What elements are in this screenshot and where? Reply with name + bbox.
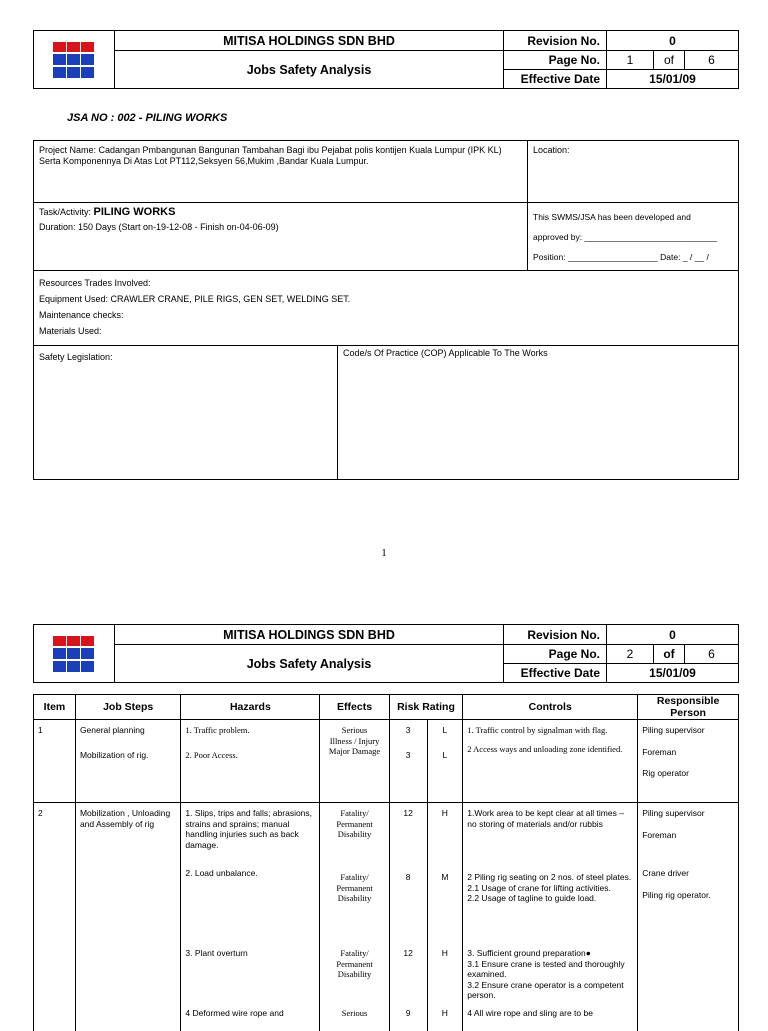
row1-person-2: Foreman <box>642 747 734 758</box>
row2-person-3: Crane driver <box>642 868 734 879</box>
effective-date-value: 15/01/09 <box>607 664 739 683</box>
document-title: Jobs Safety Analysis <box>115 645 504 683</box>
row1-controls <box>463 720 638 803</box>
row1-risk-number <box>389 720 427 803</box>
row2-effect-1: Fatality/ Permanent Disability <box>324 808 384 868</box>
company-name: MITISA HOLDINGS SDN BHD <box>115 31 504 51</box>
row2-job-steps: Mobilization , Unloading and Assembly of rig <box>75 803 180 1031</box>
col-effects: Effects <box>320 695 389 720</box>
row2-risk-1-num: 12 <box>394 808 423 868</box>
safety-legislation: Safety Legislation: <box>34 346 338 479</box>
row1-item: 1 <box>34 720 76 803</box>
row2-control-1: 1.Work area to be kept clear at all times – no storing of materials and/or rubbis <box>467 808 633 868</box>
swms-approved-by: approved by: ____________________________ <box>533 227 733 247</box>
row1-hazard-1: 1. Traffic problem. <box>185 725 315 736</box>
of-label: of <box>654 51 685 70</box>
row1-job-steps <box>75 720 180 803</box>
table-row <box>34 720 739 803</box>
revision-label: Revision No. <box>504 31 607 51</box>
row1-risk-2-num: 3 <box>394 750 423 761</box>
row2-control-4: 4 All wire rope and sling are to be <box>467 1008 633 1019</box>
row2-control-2a: 2 Piling rig seating on 2 nos. of steel plates. <box>467 872 633 883</box>
row2-risk-3-lvl: H <box>432 948 459 1008</box>
row1-control-2: 2 Access ways and unloading zone identified. <box>467 744 633 755</box>
row1-effect-2: Illness / Injury <box>324 736 384 747</box>
row2-hazard-2: 2. Load unbalance. <box>185 868 315 948</box>
jsa-number: JSA NO : 002 - PILING WORKS <box>67 112 227 124</box>
page1-header <box>33 30 739 89</box>
page-label: Page No. <box>504 51 607 70</box>
jsa-table-header <box>34 695 739 720</box>
row2-effect-2: Fatality/ Permanent Disability <box>324 868 384 948</box>
table-row <box>34 803 739 1031</box>
company-logo <box>34 31 115 89</box>
row2-risk-3-num: 12 <box>394 948 423 1008</box>
row1-control-1: 1. Traffic control by signalman with flag. <box>467 725 633 736</box>
footer-page-number: 1 <box>0 547 768 559</box>
location-label: Location: <box>528 141 738 203</box>
logo-icon <box>52 634 96 674</box>
row2-risk-level <box>427 803 463 1031</box>
row1-effects <box>320 720 389 803</box>
row2-control-2b: 2.1 Usage of crane for lifting activities. <box>467 883 633 894</box>
row2-control-2c: 2.2 Usage of tagline to guide load. <box>467 893 633 904</box>
row1-person-1: Piling supervisor <box>642 725 734 736</box>
row1-step-a: General planning <box>80 725 176 736</box>
row1-risk-level <box>427 720 463 803</box>
project-info-box <box>33 140 739 480</box>
row1-responsible <box>638 720 739 803</box>
materials-used: Materials Used: <box>39 323 733 339</box>
row1-risk-2-lvl: L <box>432 750 459 761</box>
jsa-table <box>33 694 739 1031</box>
duration: Duration: 150 Days (Start on-19-12-08 - Finish on-04-06-09) <box>39 222 522 233</box>
task-label: Task/Activity: <box>39 207 91 217</box>
document-title: Jobs Safety Analysis <box>115 51 504 89</box>
effective-date-label: Effective Date <box>504 70 607 89</box>
row2-risk-2-num: 8 <box>394 868 423 948</box>
row2-effect-3: Fatality/ Permanent Disability <box>324 948 384 1008</box>
total-pages: 6 <box>685 645 739 664</box>
row2-person-2: Foreman <box>642 830 734 841</box>
swms-position-date: Position: ___________________ Date: _ / __ / <box>533 247 733 267</box>
row1-hazard-2: 2. Poor Access. <box>185 750 315 761</box>
col-job-steps: Job Steps <box>75 695 180 720</box>
row1-person-3: Rig operator <box>642 768 734 779</box>
row2-controls <box>463 803 638 1031</box>
resources-label: Resources Trades Involved: <box>39 275 733 291</box>
row2-effects <box>320 803 389 1031</box>
col-controls: Controls <box>463 695 638 720</box>
row2-risk-4-lvl: H <box>432 1008 459 1019</box>
task-value: PILING WORKS <box>94 206 176 218</box>
col-risk-rating: Risk Rating <box>389 695 463 720</box>
row2-control-3c: 3.2 Ensure crane operator is a competent person. <box>467 980 633 1001</box>
row2-risk-1-lvl: H <box>432 808 459 868</box>
row2-hazard-1: 1. Slips, trips and falls; abrasions, strains and sprains; manual handling injuries such as back damage. <box>185 808 315 868</box>
resources-section <box>34 271 738 346</box>
company-name: MITISA HOLDINGS SDN BHD <box>115 625 504 645</box>
swms-line-1: This SWMS/JSA has been developed and <box>533 207 733 227</box>
effective-date-value: 15/01/09 <box>607 70 739 89</box>
project-name: Project Name: Cadangan Pmbangunan Bangunan Tambahan Bagi ibu Pejabat polis kontijen Kuala Lumpur (IPK KL) Serta Komponennya Di Atas Lot PT112,Seksyen 56,Mukim ,Bandar Kuala Lumpur. <box>34 141 528 203</box>
revision-label: Revision No. <box>504 625 607 645</box>
row1-effect-3: Major Damage <box>324 746 384 757</box>
page-label: Page No. <box>504 645 607 664</box>
page-number: 2 <box>607 645 654 664</box>
page-number: 1 <box>607 51 654 70</box>
row2-responsible <box>638 803 739 1031</box>
total-pages: 6 <box>685 51 739 70</box>
row2-hazard-4: 4 Deformed wire rope and <box>185 1008 315 1019</box>
row2-risk-2-lvl: M <box>432 868 459 948</box>
approval-section <box>528 203 738 271</box>
col-item: Item <box>34 695 76 720</box>
of-label: of <box>654 645 685 664</box>
task-section <box>34 203 528 271</box>
row2-item: 2 <box>34 803 76 1031</box>
row2-hazard-3: 3. Plant overturn <box>185 948 315 1008</box>
row1-risk-1-lvl: L <box>432 725 459 736</box>
row1-risk-1-num: 3 <box>394 725 423 736</box>
row2-control-3a: 3. Sufficient ground preparation● <box>467 948 633 959</box>
row1-step-b: Mobilization of rig. <box>80 750 176 761</box>
row2-risk-4-num: 9 <box>394 1008 423 1019</box>
page2-header <box>33 624 739 683</box>
equipment-used: Equipment Used: CRAWLER CRANE, PILE RIGS, GEN SET, WELDING SET. <box>39 291 733 307</box>
revision-value: 0 <box>607 625 739 645</box>
row2-control-3b: 3.1 Ensure crane is tested and thoroughly examined. <box>467 959 633 980</box>
row2-person-4: Piling rig operator. <box>642 890 734 901</box>
effective-date-label: Effective Date <box>504 664 607 683</box>
row1-hazards <box>181 720 320 803</box>
logo-icon <box>52 40 96 80</box>
row2-risk-number <box>389 803 427 1031</box>
row2-hazards <box>181 803 320 1031</box>
col-responsible-person: Responsible Person <box>638 695 739 720</box>
company-logo <box>34 625 115 683</box>
row2-effect-4: Serious <box>324 1008 384 1019</box>
row1-effect-1: Serious <box>324 725 384 736</box>
code-of-practice: Code/s Of Practice (COP) Applicable To The Works <box>338 346 738 479</box>
row2-control-3-group <box>467 948 633 1008</box>
row2-person-1: Piling supervisor <box>642 808 734 819</box>
maintenance-checks: Maintenance checks: <box>39 307 733 323</box>
row2-control-2-group <box>467 868 633 948</box>
col-hazards: Hazards <box>181 695 320 720</box>
revision-value: 0 <box>607 31 739 51</box>
